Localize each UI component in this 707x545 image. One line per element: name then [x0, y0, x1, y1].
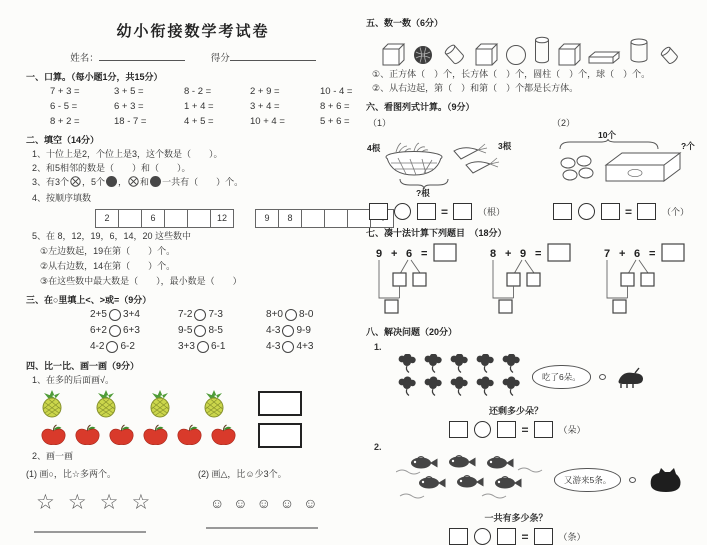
- svg-text:6: 6: [634, 248, 641, 261]
- star-icon: ☆: [67, 490, 100, 514]
- compare-circle: [282, 341, 294, 353]
- svg-text:9: 9: [520, 248, 527, 261]
- apple-icon: [176, 424, 203, 447]
- star-row: [36, 490, 198, 515]
- equation-q1: [366, 203, 550, 220]
- pineapple-icon: [148, 389, 172, 418]
- section8-header: 八、解决问题（20分）: [366, 327, 458, 338]
- operator-circle: [474, 421, 491, 438]
- q2-label: （2）: [552, 118, 576, 129]
- svg-text:?个: ?个: [681, 141, 695, 152]
- oral-problem: 6 + 3 =: [114, 101, 144, 112]
- svg-text:8: 8: [490, 248, 497, 261]
- svg-text:+: +: [391, 248, 398, 261]
- drawing-answer-line: [206, 527, 318, 529]
- equals-sign: =: [521, 422, 529, 437]
- cuboid-icon: [587, 48, 623, 66]
- smiley-icon: ☺: [256, 494, 280, 511]
- strip-cell: 9: [255, 209, 279, 228]
- apple-icon: [40, 424, 67, 447]
- ball-icon: [411, 42, 435, 66]
- number-strips: [96, 209, 360, 228]
- cube-icon: [380, 40, 406, 66]
- name-label: 姓名：: [70, 50, 185, 64]
- oral-problem: 3 + 4 =: [250, 101, 280, 112]
- problem2-question: 一共有多少条？: [484, 513, 548, 524]
- fill-item-4: 4、按顺序填数: [32, 193, 92, 204]
- svg-text:9: 9: [376, 248, 383, 261]
- fish-school-icon: [396, 454, 546, 506]
- oral-problem: 2 + 9 =: [250, 86, 280, 97]
- svg-text:7: 7: [604, 248, 611, 261]
- pineapple-icon: [94, 389, 118, 418]
- oral-problem: 4 + 5 =: [184, 116, 214, 127]
- star-icon: ☆: [99, 490, 132, 514]
- apple-row: [40, 423, 346, 448]
- compare-problem: 4-2 6-2: [90, 341, 135, 353]
- fill-item-2: 2、和5相邻的数是（ ）和（ ）。: [32, 163, 191, 174]
- equation-box: [601, 203, 620, 220]
- apple-icon: [142, 424, 169, 447]
- strip-cell: [164, 209, 188, 228]
- make-ten-diagram: [600, 243, 704, 319]
- cube-icon: [556, 40, 582, 66]
- apple-icon: [210, 424, 237, 447]
- compare-problem: 4-3 4+3: [266, 341, 314, 353]
- name-score-row: [26, 50, 360, 64]
- compare-circle: [106, 341, 118, 353]
- tilted-cylinder-icon: [440, 40, 468, 66]
- fill-item-3: 3、有3个 ，5个 ， 和 一共有（ ）个。: [32, 176, 360, 190]
- equation-q2: [550, 203, 702, 220]
- sphere-icon: [504, 40, 528, 66]
- strip-cell: 6: [141, 209, 165, 228]
- speech-bubble-2: 又游来5条。: [554, 468, 621, 492]
- solid-shapes-row: [380, 32, 704, 66]
- equation-p1: [446, 421, 585, 438]
- oral-problem: 8 + 2 =: [50, 116, 80, 127]
- number-strip-1: [96, 209, 234, 228]
- oral-problem: 6 - 5 =: [50, 101, 78, 112]
- drawing-answer-line: [34, 531, 146, 533]
- strip-cell: [301, 209, 325, 228]
- tick-answer-box: [258, 423, 302, 448]
- oral-problem: 10 - 4 =: [320, 86, 353, 97]
- draw-sub-1-text: (1) 画○，比☆多两个。: [26, 468, 117, 479]
- right-page: [366, 0, 704, 544]
- compare-problem: 3+3 6-1: [178, 341, 226, 353]
- compare-circle: [197, 341, 209, 353]
- svg-text:6: 6: [406, 248, 413, 261]
- dark-ball-icon: [106, 176, 117, 187]
- make-ten-diagram: [372, 243, 476, 319]
- svg-text:+: +: [505, 248, 512, 261]
- pineapple-icon: [202, 389, 226, 418]
- bubble-dot: [629, 477, 636, 483]
- compare-problem: 2+5 3+4: [90, 309, 140, 321]
- strip-cell: [324, 209, 348, 228]
- svg-text:=: =: [535, 248, 542, 261]
- star-icon: ☆: [131, 490, 164, 514]
- compare-circle: [194, 309, 206, 321]
- eggs-box-illustration: [550, 129, 700, 197]
- cube-icon: [473, 40, 499, 66]
- equation-box: [369, 203, 388, 220]
- fill-item-5b: ②从右边数，14在第（ ）个。: [40, 260, 176, 271]
- problem1-question: 还剩多少朵？: [488, 406, 543, 417]
- section2-header: 二、填空（14分）: [26, 135, 100, 145]
- cylinder-icon: [628, 36, 650, 66]
- draw-item-1: 1、在多的后面画√。: [32, 374, 114, 385]
- compare-problem: 6+2 6+3: [90, 325, 140, 337]
- smiley-icon: ☺: [210, 494, 234, 511]
- draw-item-2: 2、画一画: [32, 450, 74, 461]
- oral-problem: 3 + 5 =: [114, 86, 144, 97]
- svg-text:?根: ?根: [416, 188, 430, 198]
- dark-ball-icon: [150, 176, 161, 187]
- problem1-illustration: [396, 354, 704, 399]
- apple-icon: [74, 424, 101, 447]
- svg-text:3根: 3根: [498, 141, 512, 152]
- compare-problem: 4-3 9-9: [266, 325, 311, 337]
- apple-icon: [108, 424, 135, 447]
- oral-problem: 8 - 2 =: [184, 86, 212, 97]
- smiley-icon: ☺: [279, 494, 304, 511]
- operator-circle: [394, 203, 411, 220]
- section4-header: 四、比一比、画一画（9分）: [26, 360, 140, 371]
- operator-circle: [578, 203, 595, 220]
- svg-text:=: =: [649, 248, 656, 261]
- left-page: [26, 0, 360, 514]
- svg-text:+: +: [619, 248, 626, 261]
- equation-box: [449, 528, 468, 545]
- section1-header: 一、口算。（每小题1分，共15分）: [26, 72, 163, 82]
- unit-label: （条）: [558, 532, 586, 543]
- compare-problem: 7-2 7-3: [178, 309, 223, 321]
- strip-cell: 2: [95, 209, 119, 228]
- count-line-1: ①、正方体（ ）个，长方体（ ）个，圆柱（ ）个，球（ ）个。: [372, 69, 651, 79]
- unit-label: （根）: [478, 207, 506, 218]
- oral-problem: 10 + 4 =: [250, 116, 285, 127]
- svg-text:=: =: [421, 248, 428, 261]
- section7-header: 七、凑十法计算下列题目 （18分）: [366, 228, 507, 239]
- compare-problem: 9-5 8-5: [178, 325, 223, 337]
- unit-label: （个）: [662, 207, 690, 218]
- operator-circle: [474, 528, 491, 545]
- equation-box: [534, 528, 553, 545]
- cat-icon: [644, 466, 682, 494]
- equation-box: [553, 203, 572, 220]
- flowers-icon: [396, 354, 524, 399]
- strip-cell: 12: [210, 209, 234, 228]
- pineapple-row: [40, 389, 346, 418]
- equation-p2: [446, 528, 585, 545]
- section3-header: 三、在○里填上<、>或=（9分）: [26, 294, 152, 305]
- score-blank-line: [230, 51, 316, 61]
- problem1-equation-wrap: [366, 417, 666, 438]
- make-ten-row: [372, 243, 704, 319]
- make-ten-diagram: [486, 243, 590, 319]
- compare-circle: [109, 309, 121, 321]
- compare-circle: [282, 325, 294, 337]
- fill-item-5: 5、在 8，12，19，6，14，20 这些数中: [32, 230, 192, 241]
- carrot-basket-illustration: [366, 129, 532, 197]
- fill-item-1: 1、十位上是2，个位上是3，这个数是（ ）。: [32, 149, 223, 159]
- problem1-number: 1.: [374, 342, 382, 353]
- equals-sign: =: [625, 204, 633, 219]
- equation-box: [497, 421, 516, 438]
- svg-text:4根: 4根: [367, 143, 381, 154]
- equation-box: [453, 203, 472, 220]
- tick-answer-box: [258, 391, 302, 416]
- strip-cell: [118, 209, 142, 228]
- smiley-icon: ☺: [303, 494, 327, 511]
- oral-problem: 8 + 6 =: [320, 101, 350, 112]
- strip-cell: 8: [278, 209, 302, 228]
- oral-problem: 18 - 7 =: [114, 116, 147, 127]
- bubble-dot: [599, 374, 606, 380]
- problem2-number: 2.: [374, 442, 382, 453]
- strip-cell: [187, 209, 211, 228]
- oral-problem-grid: [50, 86, 360, 127]
- oral-problem: 1 + 4 =: [184, 101, 214, 112]
- compare-grid: [90, 309, 360, 353]
- smiley-icon: ☺: [233, 494, 257, 511]
- q1-label: （1）: [368, 118, 392, 129]
- cylinder-icon: [533, 34, 551, 66]
- picture-q1: [366, 115, 550, 220]
- count-line-2: ②、从右边起，第（ ）和第（ ）个都是长方体。: [372, 83, 579, 94]
- cross-ball-icon: [128, 176, 139, 190]
- fill-item-5c: ③在这些数中最大数是（ ），最小数是（ ）: [40, 275, 242, 286]
- score-label: 得分: [211, 50, 316, 64]
- name-blank-line: [99, 51, 185, 61]
- fill-item-5a: ①左边数起，19在第（ ）个。: [40, 245, 176, 256]
- compare-problem: 8+0 8-0: [266, 309, 314, 321]
- equation-box: [497, 528, 516, 545]
- picture-q2: [550, 115, 702, 220]
- svg-text:10个: 10个: [598, 130, 616, 141]
- paper-title: 幼小衔接数学考试卷: [116, 23, 270, 40]
- star-icon: ☆: [36, 490, 68, 514]
- cross-ball-icon: [70, 176, 81, 190]
- equals-sign: =: [521, 529, 529, 544]
- pineapple-icon: [40, 389, 64, 418]
- section6-header: 六、看图列式计算。（9分）: [366, 102, 475, 113]
- equals-sign: =: [441, 204, 449, 219]
- oral-problem: 7 + 3 =: [50, 86, 80, 97]
- problem2-equation-wrap: [366, 524, 666, 545]
- unit-label: （朵）: [558, 425, 586, 436]
- equation-box: [417, 203, 436, 220]
- tilted-cylinder-icon: [655, 42, 683, 66]
- goat-icon: [614, 366, 646, 388]
- picture-equation-row: [366, 115, 704, 220]
- oral-problem: 5 + 6 =: [320, 116, 350, 127]
- smiley-row: [210, 495, 356, 511]
- compare-circle: [285, 309, 297, 321]
- compare-circle: [109, 325, 121, 337]
- problem2-illustration: [396, 454, 704, 506]
- compare-circle: [194, 325, 206, 337]
- equation-box: [534, 421, 553, 438]
- speech-bubble-1: 吃了6朵。: [532, 365, 591, 389]
- draw-sub-2-text: (2) 画△，比☺少3个。: [198, 468, 287, 479]
- section5-header: 五、数一数（6分）: [366, 18, 444, 28]
- equation-box: [637, 203, 656, 220]
- equation-box: [449, 421, 468, 438]
